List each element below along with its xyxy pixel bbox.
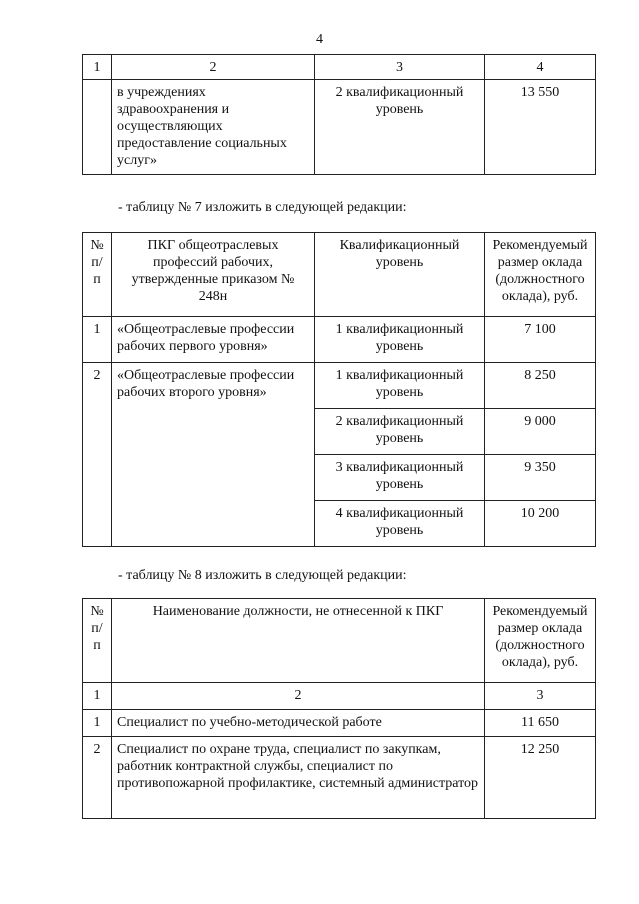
qualification-level-cell: 4 квалификационный уровень <box>315 501 485 547</box>
table-cell: 3 <box>485 683 596 710</box>
header-number: № п/п <box>83 599 112 683</box>
table-cell-empty <box>83 80 112 175</box>
table-cell: 2 <box>112 55 315 80</box>
intro-table-8: - таблицу № 8 изложить в следующей редакции: <box>118 568 407 583</box>
salary-cell: 7 100 <box>485 317 596 363</box>
position-name-cell: в учреждениях здравоохранения и осуществляющих предоставление социальных услуг» <box>112 80 315 175</box>
table-header-row <box>83 233 596 317</box>
table-row <box>83 363 596 409</box>
position-name-cell: Специалист по учебно-методической работе <box>112 710 485 737</box>
intro-table-7: - таблицу № 7 изложить в следующей редакции: <box>118 200 407 215</box>
qualification-level-cell: 2 квалификационный уровень <box>315 80 485 175</box>
table-cell: 3 <box>315 55 485 80</box>
group-name-cell: «Общеотраслевые профессии рабочих первого уровня» <box>112 317 315 363</box>
salary-cell: 12 250 <box>485 737 596 819</box>
table-cell: 4 <box>485 55 596 80</box>
table-row <box>83 317 596 363</box>
row-number: 1 <box>83 317 112 363</box>
qualification-level-cell: 2 квалификационный уровень <box>315 409 485 455</box>
table-7 <box>82 232 596 547</box>
page-number: 4 <box>316 32 323 47</box>
row-number: 2 <box>83 737 112 819</box>
row-number: 2 <box>83 363 112 547</box>
table-index-row <box>83 683 596 710</box>
salary-cell: 13 550 <box>485 80 596 175</box>
header-number: № п/п <box>83 233 112 317</box>
table-6-continued <box>82 54 596 175</box>
table-8 <box>82 598 596 819</box>
table-cell: 1 <box>83 55 112 80</box>
header-salary: Рекомендуемый размер оклада (должностного оклада), руб. <box>485 233 596 317</box>
header-level: Квалификационный уровень <box>315 233 485 317</box>
table-row <box>83 710 596 737</box>
qualification-level-cell: 3 квалификационный уровень <box>315 455 485 501</box>
table-cell: 1 <box>83 683 112 710</box>
qualification-level-cell: 1 квалификационный уровень <box>315 317 485 363</box>
qualification-level-cell: 1 квалификационный уровень <box>315 363 485 409</box>
table-row <box>83 80 596 175</box>
salary-cell: 8 250 <box>485 363 596 409</box>
row-number: 1 <box>83 710 112 737</box>
salary-cell: 10 200 <box>485 501 596 547</box>
salary-cell: 11 650 <box>485 710 596 737</box>
header-salary: Рекомендуемый размер оклада (должностного оклада), руб. <box>485 599 596 683</box>
position-name-cell: Специалист по охране труда, специалист по закупкам, работник контрактной службы, специалист по противопожарной профилактике, системный администратор <box>112 737 485 819</box>
table-index-row <box>83 55 596 80</box>
table-cell: 2 <box>112 683 485 710</box>
salary-cell: 9 000 <box>485 409 596 455</box>
header-group: ПКГ общеотраслевых профессий рабочих, утвержденные приказом № 248н <box>112 233 315 317</box>
table-row <box>83 737 596 819</box>
salary-cell: 9 350 <box>485 455 596 501</box>
header-position: Наименование должности, не отнесенной к ПКГ <box>112 599 485 683</box>
table-header-row <box>83 599 596 683</box>
group-name-cell: «Общеотраслевые профессии рабочих второго уровня» <box>112 363 315 547</box>
